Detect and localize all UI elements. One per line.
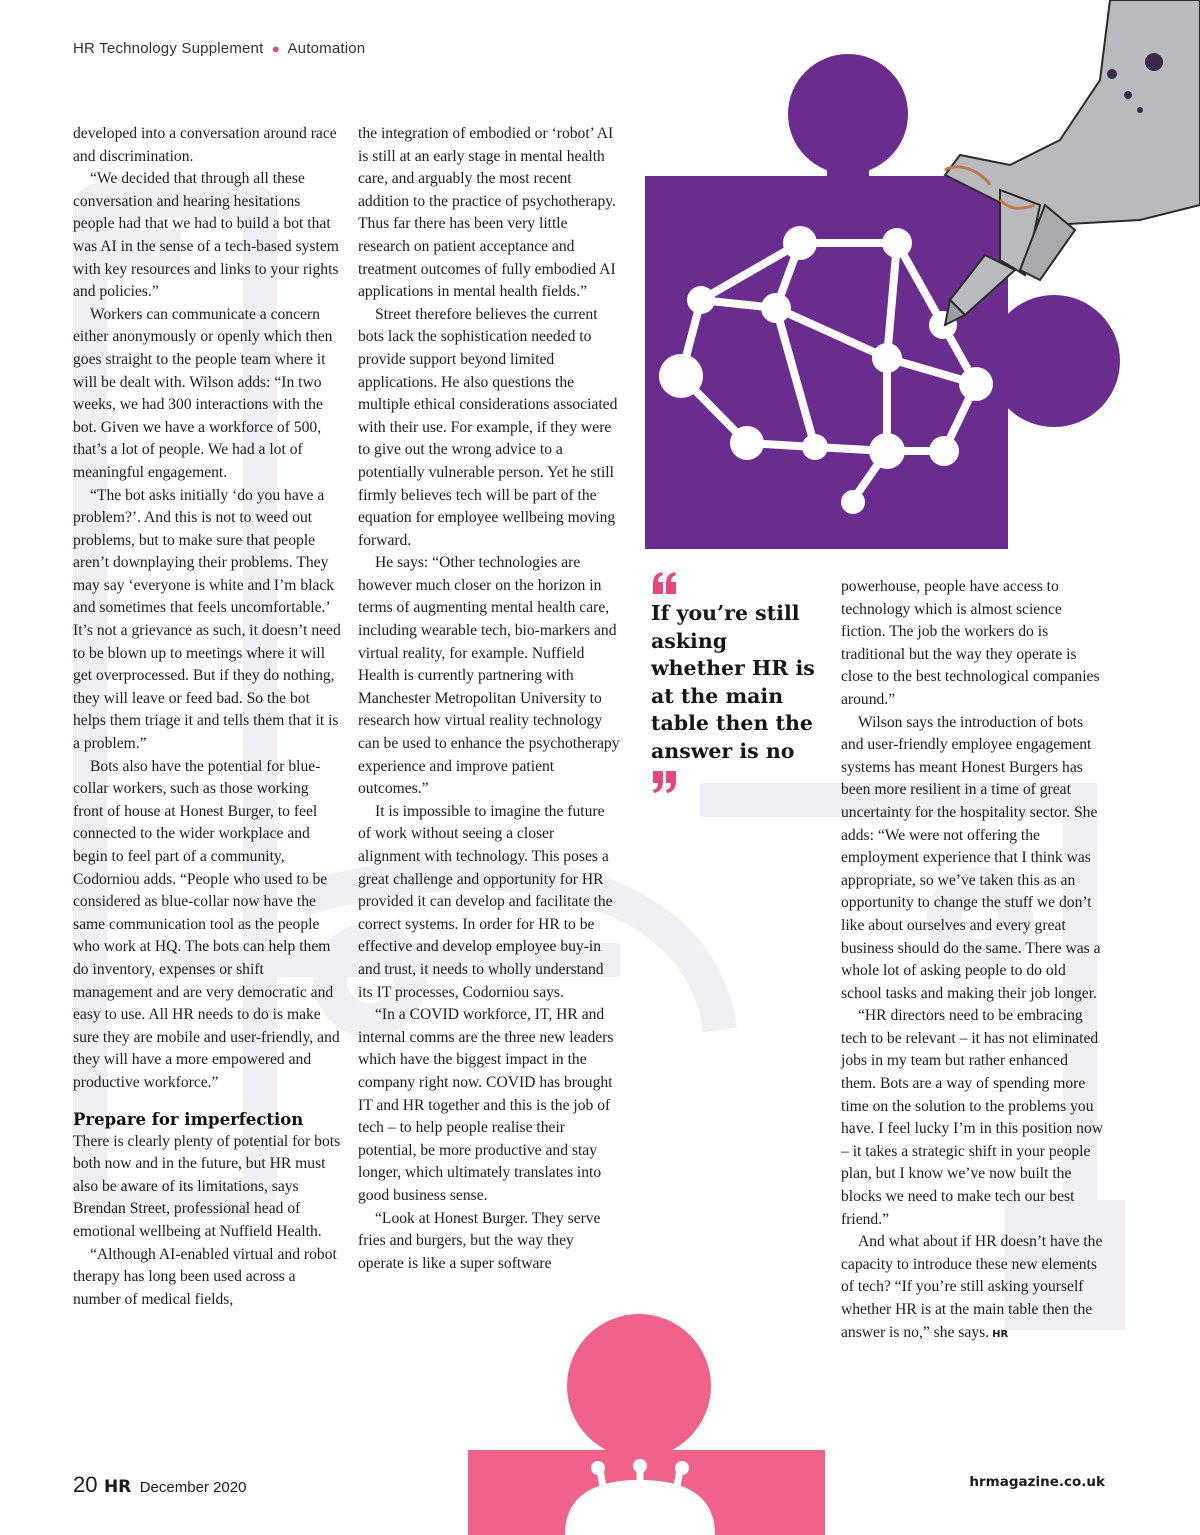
paragraph: Street therefore believes the current bots lack the sophistication needed to provide support beyond limited applications. He also questions the multiple ethical considerations associated with their use. For example, if they were to give out the wrong advice to a potentially vulnerable person. Yet he still firmly believes tech will be part of the equation for employee wellbeing moving forward. xyxy=(358,305,618,549)
paragraph: Workers can communicate a concern either anonymously or openly which then goes straight to the people team where it will be dealt with. Wilson adds: “In two weeks, we had 300 interactions with the bot. Given we have a workforce of 500, that’s a lot of people. We had a lot of meaningful engagement. xyxy=(73,305,333,481)
header-bullet-icon: ● xyxy=(271,41,280,56)
paragraph: “Although AI-enabled virtual and robot therapy has long been used across a number of medical fields, xyxy=(73,1245,337,1308)
paragraph: “HR directors need to be embracing tech to be relevant – it has not eliminated jobs in my team but rather enhanced them. Bots are a way of spending more time on the solution to the problems you have. I feel lucky I’m in this position now – it takes a strategic shift in your people plan, but I know we’ve now built the blocks we need to make tech our best friend.” xyxy=(841,1007,1104,1228)
paragraph: Wilson says the introduction of bots and user-friendly employee engagement systems has meant Honest Burgers has been more resilient in a time of great uncertainty for the hospitality sector. She adds: “We were not offering the employment experience that I think was appropriate, so we’ve taken this as an opportunity to change the stuff we don’t like about ourselves and every great business should do the same. There was a whole lot of asking people to do old school tasks and making their job longer. xyxy=(841,713,1101,1002)
open-quote-icon xyxy=(651,570,679,598)
paragraph: “We decided that through all these conversation and hearing hesitations people had that we had to build a bot that was AI in the sense of a tech-based system with key resources and links to your rights and policies.” xyxy=(73,170,339,301)
footer-folio xyxy=(73,1472,246,1498)
page-number: 20 xyxy=(73,1472,98,1497)
end-mark: HR xyxy=(992,1328,1009,1340)
header-section: HR Technology Supplement xyxy=(73,40,264,57)
magazine-logo: HR xyxy=(103,1477,132,1497)
article-column-1 xyxy=(73,123,341,1311)
paragraph: Bots also have the potential for blue-collar workers, such as those working front of house at Honest Burger, to feel connected to the wider workplace and begin to feel part of a community, Codorniou adds. “People who used to be considered as blue-collar now have the same communication tool as the people who work at HQ. The bots can help them do inventory, expenses or shift management and are very democratic and easy to use. All HR needs to do is make sure they are mobile and user-friendly, and they will have a more empowered and productive workforce.” xyxy=(73,757,340,1091)
robot-hand xyxy=(945,0,1200,325)
issue-date: December 2020 xyxy=(139,1479,247,1496)
article-column-2 xyxy=(358,123,620,1275)
paragraph: “The bot asks initially ‘do you have a problem?’. And this is not to weed out problems, but to make sure that people aren’t downplaying their problems. They may say ‘everyone is white and I’m black and sometimes that feels uncomfortable.’ It’s not a grievance as such, it doesn’t need to be blown up to meetings where it will get overprocessed. But if they do nothing, they will leave or feed bad. So the bot helps them triage it and tells them that it is a problem.” xyxy=(73,486,341,753)
paragraph: the integration of embodied or ‘robot’ AI is still at an early stage in mental health care, and arguably the most recent addition to the practice of psychotherapy. Thus far there has been very little research on patient acceptance and treatment outcomes of fully embodied AI applications in mental health fields.” xyxy=(358,125,616,301)
paragraph: There is clearly plenty of potential for bots both now and in the future, but HR must also be aware of its limitations, says Brendan Street, professional head of emotional wellbeing at Nuffield Health. xyxy=(73,1132,341,1240)
pull-quote xyxy=(651,570,821,797)
article-column-3 xyxy=(841,576,1103,1346)
paragraph: “Look at Honest Burger. They serve fries and burgers, but the way they operate is like a super software xyxy=(358,1209,601,1272)
running-header xyxy=(73,40,365,57)
pull-quote-text: If you’re still asking whether HR is at the main table then the answer is no xyxy=(651,601,815,763)
paragraph xyxy=(841,1231,1103,1346)
website-url[interactable]: hrmagazine.co.uk xyxy=(969,1474,1105,1490)
paragraph: He says: “Other technologies are however much closer on the horizon in terms of augmenting mental health care, including wearable tech, bio-markers and virtual reality, for example. Nuffield Health is currently partnering with Manchester Metropolitan University to research how virtual reality technology can be used to enhance the psychotherapy experience and improve patient outcomes.” xyxy=(358,554,620,798)
paragraph: It is impossible to imagine the future of work without seeing a closer alignment with technology. This poses a great challenge and opportunity for HR provided it can develop and facilitate the correct systems. In order for HR to be effective and develop employee buy-in and trust, it needs to wholly understand its IT processes, Codorniou says. xyxy=(358,802,613,1001)
paragraph: “In a COVID workforce, IT, HR and internal comms are the three new leaders which have the biggest impact in the company right now. COVID has brought IT and HR together and this is the job of tech – to help people realise their potential, be more productive and stay longer, which ultimately translates into good business sense. xyxy=(358,1006,614,1204)
subheading: Prepare for imperfection xyxy=(73,1109,304,1129)
close-quote-icon xyxy=(651,769,679,797)
closing-paragraph-text: And what about if HR doesn’t have the capacity to introduce these new elements of tech? “If you’re still asking yourself whether HR is at the main table then the answer is no,” she says. xyxy=(841,1233,1103,1341)
paragraph: powerhouse, people have access to technology which is almost science fiction. The job the workers do is traditional but the way they operate is close to the best technological companies around.” xyxy=(841,578,1100,708)
paragraph: developed into a conversation around race and discrimination. xyxy=(73,125,337,165)
header-topic: Automation xyxy=(287,40,366,57)
